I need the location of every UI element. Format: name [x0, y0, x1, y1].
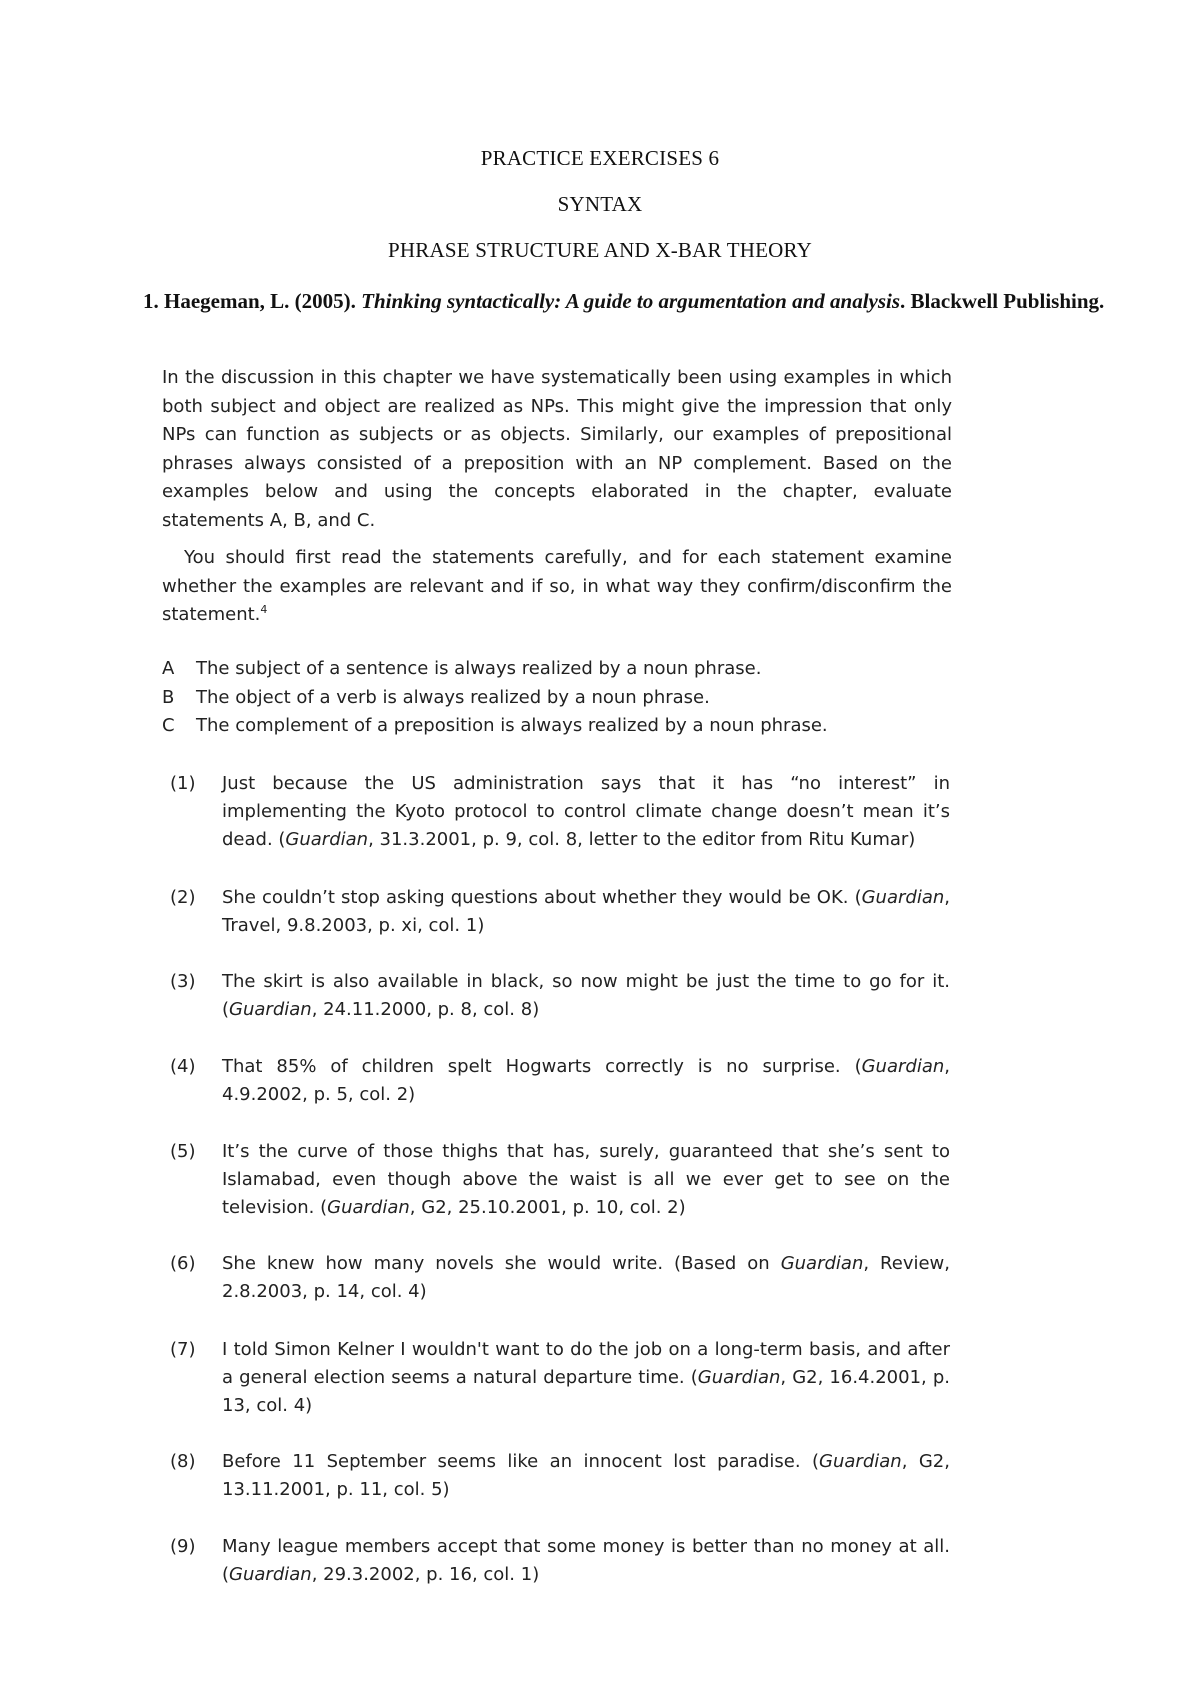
- statement-text: The subject of a sentence is always realized by a noun phrase.: [196, 658, 762, 679]
- reference-prefix: 1. Haegeman, L. (2005).: [143, 289, 362, 313]
- example-number: (4): [170, 1056, 196, 1077]
- example-item: [170, 1336, 950, 1420]
- example-source: Guardian: [229, 999, 312, 1020]
- statement-letter: C: [162, 715, 175, 736]
- example-citation: , 4.9.2002, p. 5, col. 2): [222, 1056, 950, 1105]
- example-number: (6): [170, 1253, 196, 1274]
- example-source: Guardian: [327, 1197, 410, 1218]
- example-item: [170, 1053, 950, 1109]
- example-source: Guardian: [697, 1367, 781, 1388]
- example-number: (7): [170, 1339, 196, 1360]
- example-citation: , 24.11.2000, p. 8, col. 8): [311, 999, 540, 1020]
- statement-text: The object of a verb is always realized by a noun phrase.: [196, 686, 710, 708]
- example-number: (1): [170, 773, 196, 794]
- example-text: [222, 1053, 950, 1109]
- example-text-main: I told Simon Kelner I wouldn't want to do the job on a long-term basis, and after a general election seems a natural departure time. (: [222, 1339, 950, 1388]
- heading-phrase-structure: PHRASE STRUCTURE AND X-BAR THEORY: [388, 238, 812, 262]
- example-text: [222, 968, 950, 1024]
- statement-letter: B: [162, 686, 175, 708]
- statement-item: [162, 712, 962, 741]
- footnote-mark: 4: [260, 603, 268, 616]
- intro-paragraph-1: In the discussion in this chapter we have systematically been using examples in which both subject and object are realized as NPs. This might give the impression that only NPs can function as subjects or as objects. Similarly, our examples of prepositional phrases always consisted of a preposition with an NP complement. Based on the examples below and using the concepts elaborated in the chapter, evaluate statements A, B, and C.: [162, 367, 952, 531]
- example-text-main: She knew how many novels she would write. (Based on: [222, 1253, 781, 1274]
- statement-list: [162, 655, 962, 741]
- example-number: (5): [170, 1141, 196, 1162]
- example-source: Guardian: [285, 829, 369, 850]
- example-item: [170, 1448, 950, 1504]
- example-text: [222, 770, 950, 854]
- example-text-main: The skirt is also available in black, so now might be just the time to go for it. (: [222, 971, 950, 1020]
- example-text-main: Many league members accept that some money is better than no money at all. (: [222, 1536, 950, 1585]
- statement-letter: A: [162, 658, 175, 679]
- reference-citation: [143, 286, 1143, 316]
- example-source: Guardian: [861, 1056, 945, 1077]
- example-text: [222, 1138, 950, 1222]
- example-number: (2): [170, 887, 196, 908]
- statement-item: [162, 684, 962, 713]
- reference-suffix: . Blackwell Publishing.: [900, 289, 1105, 313]
- example-text-main: Before 11 September seems like an innocent lost paradise. (: [222, 1451, 820, 1472]
- example-item: [170, 884, 950, 940]
- statement-item: [162, 655, 962, 684]
- intro-paragraph-2-text: You should first read the statements carefully, and for each statement examine whether the examples are relevant and if so, in what way they confirm/disconfirm the statement.: [162, 547, 952, 625]
- example-citation: , 29.3.2002, p. 16, col. 1): [311, 1564, 540, 1585]
- example-text: [222, 1250, 950, 1306]
- example-citation: , G2, 25.10.2001, p. 10, col. 2): [409, 1197, 686, 1218]
- example-item: [170, 1138, 950, 1222]
- example-text: [222, 1533, 950, 1589]
- intro-paragraph-2: [162, 544, 952, 630]
- example-text: [222, 1336, 950, 1420]
- example-source: Guardian: [780, 1253, 864, 1274]
- example-citation: , G2, 13.11.2001, p. 11, col. 5): [222, 1451, 950, 1500]
- example-item: [170, 968, 950, 1024]
- example-source: Guardian: [819, 1451, 902, 1472]
- statement-text: The complement of a preposition is always realized by a noun phrase.: [196, 715, 828, 736]
- heading-syntax: SYNTAX: [557, 192, 643, 216]
- example-citation: , Travel, 9.8.2003, p. xi, col. 1): [222, 887, 950, 936]
- example-number: (3): [170, 971, 196, 992]
- example-item: [170, 770, 950, 854]
- example-source: Guardian: [229, 1564, 312, 1585]
- example-number: (9): [170, 1536, 196, 1557]
- example-number: (8): [170, 1451, 196, 1472]
- example-citation: , 31.3.2001, p. 9, col. 8, letter to the editor from Ritu Kumar): [368, 829, 916, 850]
- example-text-main: That 85% of children spelt Hogwarts correctly is no surprise. (: [222, 1056, 862, 1077]
- reference-title: Thinking syntactically: A guide to argumentation and analysis: [361, 289, 901, 313]
- example-text: [222, 1448, 950, 1504]
- example-text-main: Just because the US administration says that it has “no interest” in implementing the Kyoto protocol to control climate change doesn’t mean it’s dead. (: [222, 773, 950, 850]
- heading-practice-exercises: PRACTICE EXERCISES 6: [480, 146, 720, 170]
- example-text-main: It’s the curve of those thighs that has, surely, guaranteed that she’s sent to Islamabad, even though above the waist is all we ever get to see on the television. (: [222, 1141, 950, 1218]
- example-citation: , G2, 16.4.2001, p. 13, col. 4): [222, 1367, 950, 1416]
- example-source: Guardian: [861, 887, 945, 908]
- example-text-main: She couldn’t stop asking questions about whether they would be OK. (: [222, 887, 862, 908]
- example-text: [222, 884, 950, 940]
- example-citation: , Review, 2.8.2003, p. 14, col. 4): [222, 1253, 951, 1302]
- example-item: [170, 1533, 950, 1589]
- example-item: [170, 1250, 950, 1306]
